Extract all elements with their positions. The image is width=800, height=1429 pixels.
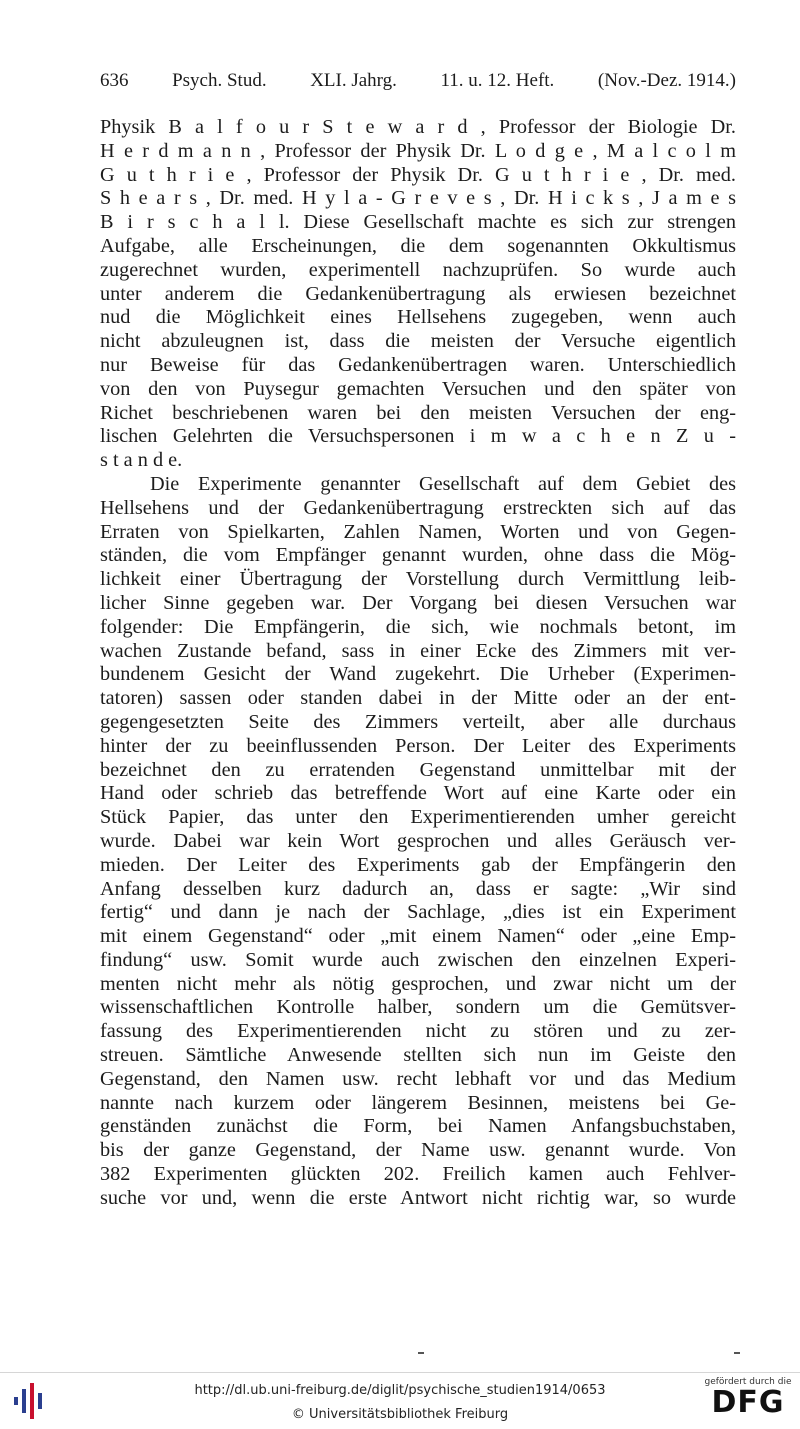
text-line: folgender: Die Empfängerin, die sich, wie nochmals betont, im	[100, 615, 736, 638]
text-line: von den von Puysegur gemachten Versuchen und den später von	[100, 377, 736, 400]
viewer-footer	[0, 1372, 800, 1429]
print-mark	[734, 1352, 740, 1354]
text-line: suche vor und, wenn die erste Antwort nicht richtig war, so wurde	[100, 1186, 736, 1209]
page-edge-marks	[0, 1352, 800, 1360]
funder-caption: gefördert durch die	[704, 1377, 792, 1387]
text-line: B i r s c h a l l. Diese Gesellschaft machte es sich zur strengen	[100, 211, 736, 234]
page-url-link[interactable]: http://dl.ub.uni-freiburg.de/diglit/psychische_studien1914/0653	[194, 1383, 606, 1398]
text-line: nannte nach kurzem oder längerem Besinnen, meistens bei Ge-	[100, 1091, 736, 1114]
text-line: Richet beschriebenen waren bei den meisten Versuchen der eng-	[100, 401, 736, 424]
text-line: gegengesetzten Seite des Zimmers verteilt, aber alle durchaus	[100, 710, 736, 733]
text-line: mit einem Gegenstand“ oder „mit einem Namen“ oder „eine Emp-	[100, 925, 736, 948]
text-line: zugerechnet wurden, experimentell nachzuprüfen. So wurde auch	[100, 258, 736, 281]
text-line: G u t h r i e , Professor der Physik Dr. G u t h r i e , Dr. med.	[100, 163, 736, 186]
text-line: streuen. Sämtliche Anwesende stellten sich nun im Geiste den	[100, 1044, 736, 1067]
text-line: Anfang desselben kurz dadurch an, dass er sagte: „Wir sind	[100, 877, 736, 900]
text-line: findung“ usw. Somit wurde auch zwischen den einzelnen Experi-	[100, 948, 736, 971]
page-body	[100, 116, 736, 1211]
text-line: Aufgabe, alle Erscheinungen, die dem sogenannten Okkultismus	[100, 234, 736, 257]
text-line: nud die Möglichkeit eines Hellsehens zugegeben, wenn auch	[100, 306, 736, 329]
text-line: ständen, die vom Empfänger genannt wurden, ohne dass die Mög-	[100, 544, 736, 567]
issue: 11. u. 12. Heft.	[440, 70, 555, 91]
journal-title: Psych. Stud.	[172, 70, 267, 91]
text-line: bezeichnet den zu erratenden Gegenstand unmittelbar mit der	[100, 758, 736, 781]
text-line: hinter der zu beeinflussenden Person. Der Leiter des Experiments	[100, 734, 736, 757]
text-line: S h e a r s , Dr. med. H y l a - G r e v e s , Dr. H i c k s , J a m e s	[100, 187, 736, 210]
text-line: tatoren) sassen oder standen dabei in der Mitte oder an der ent-	[100, 687, 736, 710]
text-line: fertig“ und dann je nach der Sachlage, „dies ist ein Experiment	[100, 901, 736, 924]
volume: XLI. Jahrg.	[310, 70, 397, 91]
text-line: mieden. Der Leiter des Experiments gab der Empfängerin den	[100, 853, 736, 876]
text-line: 382 Experimenten glückten 202. Freilich kamen auch Fehlver-	[100, 1163, 736, 1186]
text-line: bis der ganze Gegenstand, der Name usw. genannt wurde. Von	[100, 1139, 736, 1162]
text-line: nicht abzuleugnen ist, dass die meisten der Versuche eigentlich	[100, 330, 736, 353]
text-line: Hand oder schrieb das betreffende Wort auf eine Karte oder ein	[100, 782, 736, 805]
print-mark	[418, 1352, 424, 1354]
text-line: licher Sinne gegeben war. Der Vorgang bei diesen Versuchen war	[100, 591, 736, 614]
text-line: nur Beweise für das Gedankenübertragen waren. Unterschiedlich	[100, 353, 736, 376]
text-line: Gegenstand, den Namen usw. recht lebhaft vor und das Medium	[100, 1067, 736, 1090]
text-line: lichkeit einer Übertragung der Vorstellung durch Vermittlung leib-	[100, 568, 736, 591]
copyright-notice: © Universitätsbibliothek Freiburg	[291, 1407, 509, 1422]
dfg-logo-icon: DFG	[711, 1385, 785, 1420]
text-line: H e r d m a n n , Professor der Physik Dr. L o d g e , M a l c o l m	[100, 139, 736, 162]
issue-date: (Nov.-Dez. 1914.)	[597, 70, 736, 91]
text-line: genständen zunächst die Form, bei Namen Anfangsbuchstaben,	[100, 1115, 736, 1138]
text-line: wissenschaftlichen Kontrolle halber, sondern um die Gemütsver-	[100, 996, 736, 1019]
text-line: unter anderem die Gedankenübertragung als erwiesen bezeichnet	[100, 282, 736, 305]
text-line: wachen Zustande befand, sass in einer Ecke des Zimmers mit ver-	[100, 639, 736, 662]
text-line: lischen Gelehrten die Versuchspersonen i m w a c h e n Z u -	[100, 425, 736, 448]
page-number: 636	[100, 70, 129, 91]
text-line: fassung des Experimentierenden nicht zu stören und zu zer-	[100, 1020, 736, 1043]
text-line: menten nicht mehr als nötig gesprochen, und zwar nicht um der	[100, 972, 736, 995]
text-line: bundenem Gesicht der Wand zugekehrt. Die Urheber (Experimen-	[100, 663, 736, 686]
text-line: Die Experimente genannter Gesellschaft auf dem Gebiet des	[150, 472, 736, 495]
text-line: s t a n d e.	[100, 449, 183, 472]
running-header	[100, 70, 736, 92]
text-line: Hellsehens und der Gedankenübertragung erstreckten sich auf das	[100, 496, 736, 519]
funder-badge	[704, 1377, 792, 1419]
text-line: Stück Papier, das unter den Experimentierenden umher gereicht	[100, 806, 736, 829]
text-line: Erraten von Spielkarten, Zahlen Namen, Worten und von Gegen-	[100, 520, 736, 543]
text-line: Physik B a l f o u r S t e w a r d , Professor der Biologie Dr.	[100, 116, 736, 138]
text-line: wurde. Dabei war kein Wort gesprochen und alles Geräusch ver-	[100, 829, 736, 852]
